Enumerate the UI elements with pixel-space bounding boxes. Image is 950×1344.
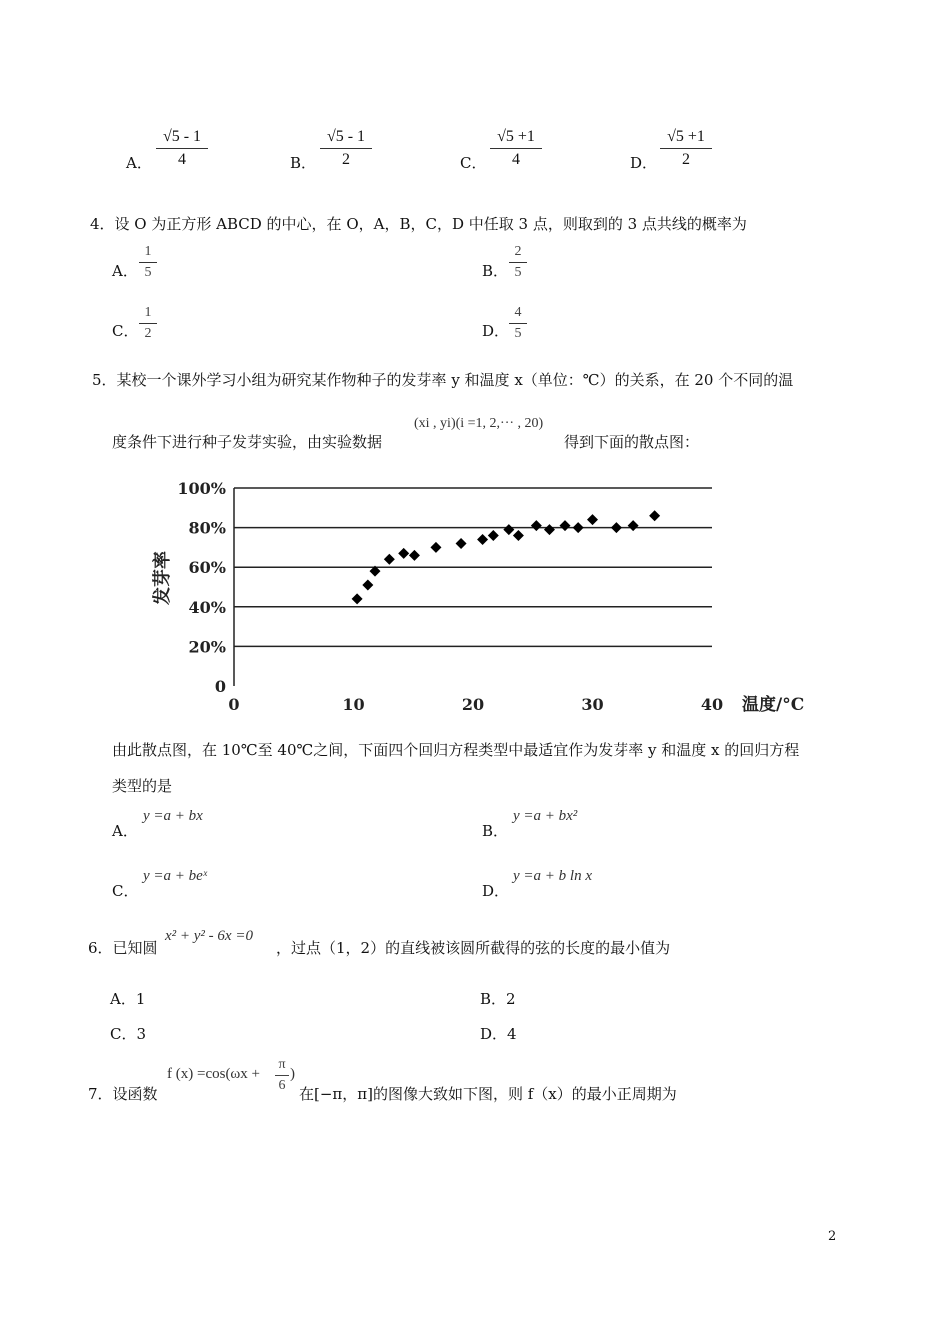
q5-option-c-formula: y =a + beˣ bbox=[143, 868, 208, 884]
q4-option-d-num: 4 bbox=[509, 305, 527, 324]
q6-option-d bbox=[480, 1023, 517, 1044]
q3-option-c-fraction bbox=[490, 128, 542, 169]
chart-x-tick-label: 0 bbox=[228, 695, 240, 714]
germination-scatter-chart bbox=[150, 470, 830, 720]
q6-option-c-value: 3 bbox=[136, 1025, 147, 1043]
chart-data-point bbox=[488, 530, 499, 541]
q7-func-right: ) bbox=[290, 1066, 295, 1082]
q4-stem: 4．设 O 为正方形 ABCD 的中心，在 O，A，B，C，D 中任取 3 点，则取到的 3 点共线的概率为 bbox=[90, 215, 747, 233]
chart-x-tick-label: 10 bbox=[342, 695, 365, 714]
q6-option-c bbox=[110, 1023, 146, 1044]
chart-data-point bbox=[573, 522, 584, 533]
q4-option-c-num: 1 bbox=[139, 305, 157, 324]
q5-option-a-label: A． bbox=[112, 822, 138, 840]
q6-option-a-value: 1 bbox=[135, 990, 146, 1008]
q4-option-d-den: 5 bbox=[514, 326, 522, 341]
q3-option-d-num: √5 +1 bbox=[660, 128, 712, 149]
chart-x-axis-label: 温度/°C bbox=[742, 695, 805, 715]
q5-stem-line2-post: 得到下面的散点图： bbox=[564, 433, 700, 451]
chart-data-point bbox=[398, 548, 409, 559]
q7-func-left: f (x) =cos(ωx + bbox=[167, 1066, 261, 1082]
q6-stem-post: ，过点（1，2）的直线被该圆所截得的弦的长度的最小值为 bbox=[276, 939, 671, 957]
q5-after-line2: 类型的是 bbox=[112, 777, 173, 795]
chart-y-tick-label: 40% bbox=[188, 597, 226, 617]
q5-stem-line1: 5．某校一个课外学习小组为研究某作物种子的发芽率 y 和温度 x（单位：℃）的关系，在 20 个不同的温 bbox=[92, 371, 794, 389]
chart-gridlines bbox=[234, 488, 712, 686]
chart-y-tick-label: 0 bbox=[214, 677, 226, 696]
q3-option-c-den: 4 bbox=[512, 151, 520, 168]
chart-data-point bbox=[456, 538, 467, 549]
q5-option-d-label: D． bbox=[482, 882, 510, 900]
chart-data-point bbox=[477, 534, 488, 545]
q3-option-d-den: 2 bbox=[682, 151, 690, 168]
chart-data-point bbox=[611, 522, 622, 533]
chart-y-tick-label: 80% bbox=[188, 518, 226, 538]
chart-x-tick-label: 30 bbox=[581, 695, 604, 714]
q3-option-a-den: 4 bbox=[178, 151, 186, 168]
chart-x-tick-label: 20 bbox=[461, 695, 485, 714]
q4-option-a-label: A． bbox=[112, 262, 138, 280]
q4-option-b-den: 5 bbox=[514, 265, 522, 280]
q6-circle-equation: x² + y² - 6x =0 bbox=[165, 928, 253, 944]
q6-option-b-label: B． bbox=[480, 990, 507, 1008]
q6-option-d-value: 4 bbox=[507, 1025, 517, 1043]
q3-option-c-label: C． bbox=[460, 154, 487, 172]
chart-data-point bbox=[649, 510, 660, 521]
q3-option-a-label: A． bbox=[126, 154, 152, 172]
q4-option-b-fraction bbox=[509, 244, 527, 281]
chart-y-tick-label: 60% bbox=[188, 558, 226, 578]
q3-option-b-fraction bbox=[320, 128, 372, 169]
q4-option-d-label: D． bbox=[482, 322, 510, 340]
chart-y-tick-label: 100% bbox=[177, 479, 226, 498]
chart-y-tick-label: 20% bbox=[188, 637, 226, 657]
q6-stem-pre: 6．已知圆 bbox=[88, 939, 158, 957]
q5-option-a-formula: y =a + bx bbox=[143, 808, 203, 824]
q3-option-d-fraction bbox=[660, 128, 712, 169]
q6-option-b bbox=[480, 988, 516, 1009]
q5-stem-line2-pre: 度条件下进行种子发芽实验，由实验数据 bbox=[112, 433, 383, 451]
q7-pi-den: 6 bbox=[278, 1078, 286, 1093]
chart-data-point bbox=[409, 550, 420, 561]
chart-y-tick-labels bbox=[177, 479, 226, 696]
q5-after-line1: 由此散点图，在 10℃至 40℃之间，下面四个回归方程类型中最适宜作为发芽率 y 和温度 x 的回归方程 bbox=[112, 741, 800, 759]
q3-option-b-den: 2 bbox=[342, 151, 350, 168]
q3-option-b-num: √5 - 1 bbox=[320, 128, 372, 149]
q6-option-a bbox=[110, 988, 145, 1009]
q4-option-b-num: 2 bbox=[509, 244, 527, 263]
chart-x-tick-label: 40 bbox=[700, 695, 724, 714]
q4-option-a-num: 1 bbox=[139, 244, 157, 263]
q4-option-d-fraction bbox=[509, 305, 527, 342]
chart-data-point bbox=[587, 514, 598, 525]
chart-data-point bbox=[362, 580, 373, 591]
q3-option-d-label: D． bbox=[630, 154, 658, 172]
q7-stem-pre: 7．设函数 bbox=[88, 1085, 158, 1103]
q6-option-a-label: A． bbox=[110, 990, 136, 1008]
q6-option-b-value: 2 bbox=[506, 990, 516, 1008]
q5-data-notation: (xi , yi)(i =1, 2,··· , 20) bbox=[414, 416, 544, 431]
q4-option-c-fraction bbox=[139, 305, 157, 342]
q3-option-a-fraction bbox=[156, 128, 208, 169]
q7-stem-post: 在[−π，π]的图像大致如下图，则 f（x）的最小正周期为 bbox=[299, 1085, 677, 1103]
q4-option-a-den: 5 bbox=[144, 265, 152, 280]
q7-pi-num: π bbox=[275, 1057, 289, 1076]
q4-option-c-den: 2 bbox=[144, 326, 152, 341]
chart-data-point bbox=[430, 542, 441, 553]
q5-option-b-formula: y =a + bx² bbox=[513, 808, 578, 824]
chart-x-tick-labels bbox=[228, 695, 723, 714]
q5-option-b-label: B． bbox=[482, 822, 509, 840]
q6-option-d-label: D． bbox=[480, 1025, 508, 1043]
q4-option-a-fraction bbox=[139, 244, 157, 281]
q4-option-c-label: C． bbox=[112, 322, 139, 340]
q7-pi-fraction bbox=[275, 1057, 289, 1094]
page-number: 2 bbox=[828, 1229, 837, 1244]
chart-data-point bbox=[352, 593, 363, 604]
q5-option-c-label: C． bbox=[112, 882, 139, 900]
chart-data-point bbox=[560, 520, 571, 531]
q4-option-b-label: B． bbox=[482, 262, 509, 280]
chart-data-point bbox=[503, 524, 514, 535]
chart-y-axis-label: 发芽率 bbox=[152, 551, 173, 605]
chart-data-point bbox=[544, 524, 555, 535]
chart-data-point bbox=[628, 520, 639, 531]
q3-option-c-num: √5 +1 bbox=[490, 128, 542, 149]
q3-option-b-label: B． bbox=[290, 154, 317, 172]
chart-data-point bbox=[384, 554, 395, 565]
q5-option-d-formula: y =a + b ln x bbox=[513, 868, 592, 884]
q6-option-c-label: C． bbox=[110, 1025, 137, 1043]
q3-option-a-num: √5 - 1 bbox=[156, 128, 208, 149]
chart-data-point bbox=[531, 520, 542, 531]
chart-data-points bbox=[352, 510, 661, 604]
chart-data-point bbox=[513, 530, 524, 541]
